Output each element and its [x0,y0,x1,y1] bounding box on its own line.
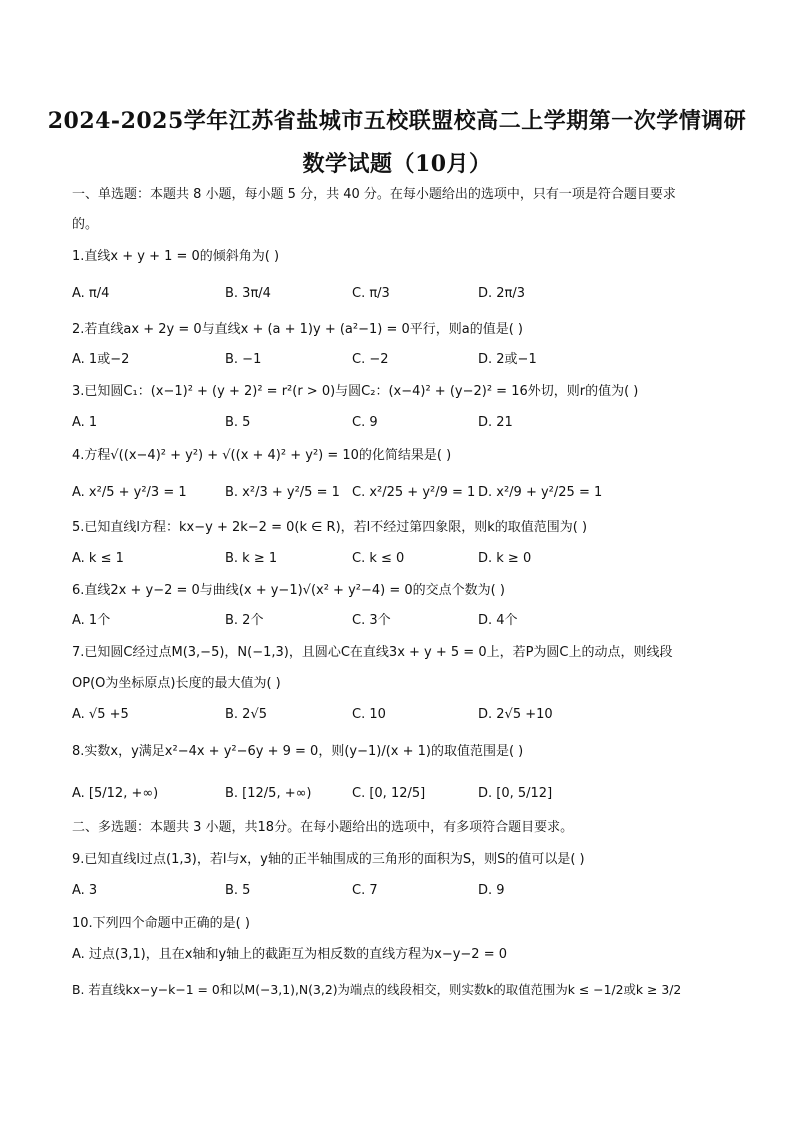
q9-option-b: B. 5 [225,883,251,898]
q9-option-c: C. 7 [352,883,378,898]
q10-option-a: A. 过点(3,1)，且在x轴和y轴上的截距互为相反数的直线方程为x−y−2 = 0 [72,947,508,962]
exam-title-line1: 2024-2025学年江苏省盐城市五校联盟校高二上学期第一次学情调研 [47,108,747,134]
q6-option-d: D. 4个 [478,613,518,628]
q5-option-d: D. k ≥ 0 [478,551,532,566]
question-7-cont: OP(O为坐标原点)长度的最大值为( ) [72,676,281,691]
q10-option-b: B. 若直线kx−y−k−1 = 0和以M(−3,1),N(3,2)为端点的线段相交，则实数k的取值范围为k ≤ −1/2或k ≥ 3/2 [72,982,682,997]
section2-heading: 二、多选题：本题共 3 小题，共18分。在每小题给出的选项中，有多项符合题目要求。 [72,820,574,835]
q4-option-b: B. x²/3 + y²/5 = 1 [225,485,340,500]
q1-option-d: D. 2π/3 [478,286,526,301]
question-3: 3.已知圆C₁：(x−1)² + (y + 2)² = r²(r > 0)与圆C₂：(x−4)² + (y−2)² = 16外切，则r的值为( ) [72,384,639,399]
question-8: 8.实数x，y满足x²−4x + y²−6y + 9 = 0，则(y−1)/(x + 1)的取值范围是( ) [72,744,524,759]
q4-option-d: D. x²/9 + y²/25 = 1 [478,485,603,500]
question-10: 10.下列四个命题中正确的是( ) [72,916,250,931]
question-6: 6.直线2x + y−2 = 0与曲线(x + y−1)√(x² + y²−4) = 0的交点个数为( ) [72,583,505,598]
q4-option-a: A. x²/5 + y²/3 = 1 [72,485,187,500]
q3-option-d: D. 21 [478,415,513,430]
q9-option-a: A. 3 [72,883,98,898]
q7-option-a: A. √5 +5 [72,707,129,722]
q2-option-c: C. −2 [352,352,389,367]
q2-option-a: A. 1或−2 [72,352,130,367]
q3-option-b: B. 5 [225,415,251,430]
question-9: 9.已知直线l过点(1,3)，若l与x，y轴的正半轴围成的三角形的面积为S，则S的值可以是( ) [72,852,585,867]
q7-option-c: C. 10 [352,707,386,722]
q6-option-c: C. 3个 [352,613,391,628]
q6-option-b: B. 2个 [225,613,264,628]
q1-option-b: B. 3π/4 [225,286,271,301]
q1-option-c: C. π/3 [352,286,390,301]
q8-option-d: D. [0, 5/12] [478,786,553,801]
question-1: 1.直线x + y + 1 = 0的倾斜角为( ) [72,249,280,264]
question-7: 7.已知圆C经过点M(3,−5)，N(−1,3)，且圆心C在直线3x + y + 5 = 0上，若P为圆C上的动点，则线段 [72,645,673,660]
exam-title-line2: 数学试题（10月） [302,151,492,177]
question-4: 4.方程√((x−4)² + y²) + √((x + 4)² + y²) = 10的化简结果是( ) [72,448,452,463]
q2-option-d: D. 2或−1 [478,352,537,367]
q2-option-b: B. −1 [225,352,262,367]
q7-option-d: D. 2√5 +10 [478,707,553,722]
q4-option-c: C. x²/25 + y²/9 = 1 [352,485,476,500]
q8-option-c: C. [0, 12/5] [352,786,426,801]
q3-option-a: A. 1 [72,415,98,430]
q1-option-a: A. π/4 [72,286,110,301]
q6-option-a: A. 1个 [72,613,111,628]
q3-option-c: C. 9 [352,415,378,430]
question-2: 2.若直线ax + 2y = 0与直线x + (a + 1)y + (a²−1) = 0平行，则a的值是( ) [72,322,524,337]
q7-option-b: B. 2√5 [225,707,268,722]
q9-option-d: D. 9 [478,883,505,898]
section1-heading: 一、单选题：本题共 8 小题，每小题 5 分，共 40 分。在每小题给出的选项中，只有一项是符合题目要求 [72,187,676,202]
section1-heading-cont: 的。 [72,217,99,232]
q5-option-a: A. k ≤ 1 [72,551,124,566]
question-5: 5.已知直线l方程：kx−y + 2k−2 = 0(k ∈ R)，若l不经过第四象限，则k的取值范围为( ) [72,520,588,535]
q5-option-b: B. k ≥ 1 [225,551,278,566]
q5-option-c: C. k ≤ 0 [352,551,405,566]
q8-option-b: B. [12/5, +∞) [225,786,312,801]
q8-option-a: A. [5/12, +∞) [72,786,159,801]
